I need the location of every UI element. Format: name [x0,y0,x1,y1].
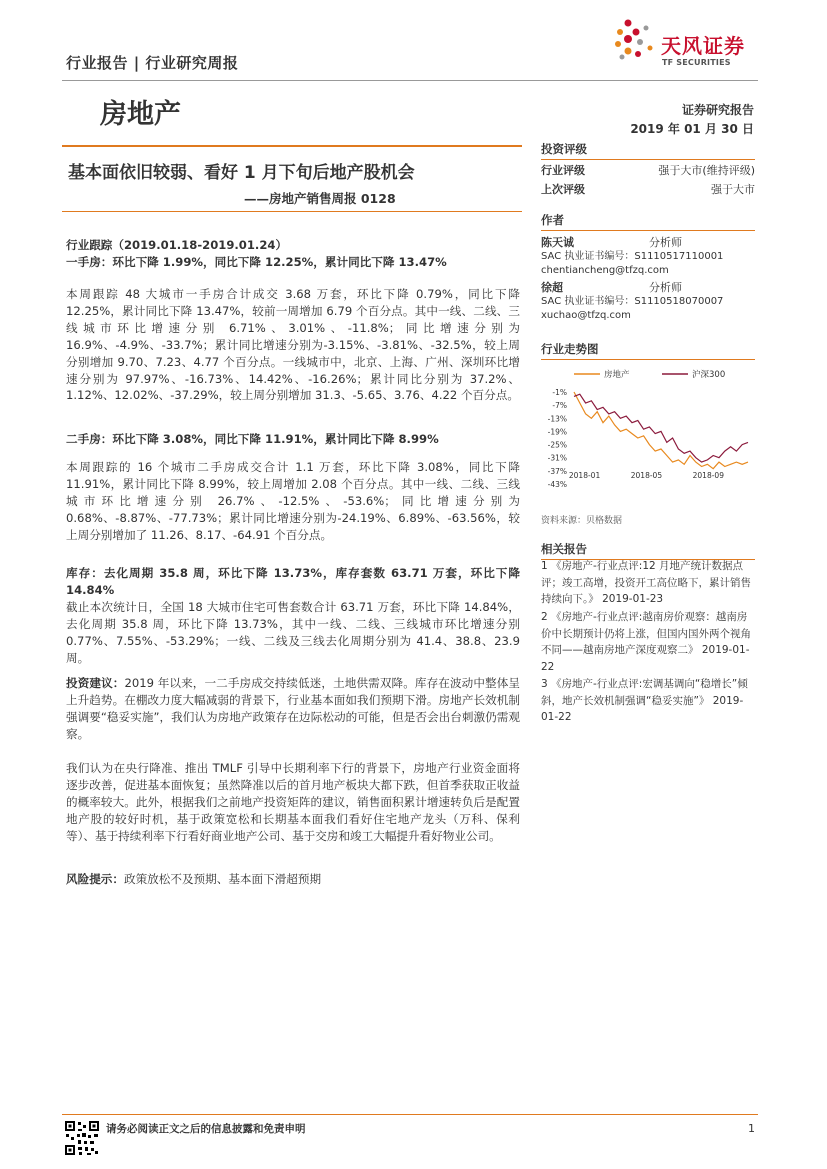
x-tick-label: 2018-01 [568,471,601,480]
related-item-1[interactable]: 1 《房地产-行业点评:12 月地产统计数据点评；竣工高增，投资开工高位略下，累计销售持续向下。》 2019-01-23 [541,560,751,605]
x-tick-label: 2018-09 [692,471,724,480]
author-2-sac: SAC 执业证书编号：S1110518070007 [541,296,724,307]
y-tick-label: -13% [547,414,567,424]
report-title: 基本面依旧较弱、看好 1 月下旬后地产股机会 [68,163,415,183]
last-rating-row: 上次评级 强于大市 [541,183,755,196]
tracking-head: 行业跟踪（2019.01.18-2019.01.24） [66,238,288,252]
title-divider [62,145,522,147]
last-rating-value: 强于大市 [711,183,755,196]
first-hand-paragraph: 本周跟踪 48 大城市一手房合计成交 3.68 万套，环比下降 0.79%，同比下降 12.25%，累计同比下降 13.47%，较前一周增加 6.79 个百分点。其中一线、二线、三线城市环比增速分别 6.71%、3.01%、-11.8%；同比增速分别为 16.9%、-4.9%、-33.7%；累计同比增速分别为-3.15%、-3.81%、-32.5%，较上周分别增加 9.70、7.23、4.77 个百分点。一线城市中，北京、上海、广州、深圳环比增速分别为 97.97%、-16.73%、14.42%、-16.26%；累计同比分别为 37.2%、1.12%、12.02%、-37.29%，较上周分别增加 31.3、-5.65、3.76、4.22 个百分点。 [66,287,520,403]
risk-text: 政策放松不及预期、基本面下滑超预期 [123,872,322,886]
invest-text: 2019 年以来，一二手房成交持续低迷，土地供需双降。库存在波动中整体呈上升趋势。在棚改力度大幅减弱的背景下，行业基本面如我们预期下滑。房地产长效机制强调要“稳妥实施”，我们认为房地产政策存在边际松动的可能，但是否会出台刺激仍需观察。 [66,676,520,741]
legend-label-1: 沪深300 [692,370,726,380]
second-hand-paragraph: 本周跟踪的 16 个城市二手房成交合计 1.1 万套，环比下降 3.08%，同比下降 11.91%，累计同比下降 8.99%，较上周增加 2.08 个百分点。其中一线、二线、三线城市环比增速分别 26.7%、-12.5%、-53.6%；同比增速分别为 0.68%、-8.87%、-77.73%；累计同比增速分别为-24.19%、6.89%、-63.56%，较上周分别增加了 11.26、8.17、-64.91 个百分点。 [66,460,520,542]
first-hand-head: 一手房：环比下降 1.99%，同比下降 12.25%，累计同比下降 13.47% [66,254,447,269]
author-2-email[interactable]: xuchao@tfzq.com [541,310,631,321]
chart-source: 资料来源：贝格数据 [541,516,623,526]
related-head: 相关报告 [541,541,755,560]
qr-code-icon [64,1120,100,1156]
report-date: 2019 年 01 月 30 日 [630,122,754,136]
y-tick-label: -7% [552,401,567,411]
report-type: 行业报告 | 行业研究周报 [66,54,239,72]
author-1: 陈天诚 分析师 SAC 执业证书编号：S1110517110001 chentiancheng@tfzq.com [541,236,755,278]
related-item-3[interactable]: 3 《房地产-行业点评:宏调基调向“稳增长”倾斜，地产长效机制强调“稳妥实施”》 2019-01-22 [541,678,748,723]
page-number: 1 [748,1122,755,1135]
rating-head: 投资评级 [541,141,755,160]
report-subtitle: ——房地产销售周报 0128 [244,191,396,206]
y-tick-label: -31% [547,453,567,463]
inventory-head: 库存：去化周期 35.8 周，环比下降 13.73%，库存套数 63.71 万套，环比下降 14.84% [66,566,520,597]
author-head: 作者 [541,212,755,231]
chart-head: 行业走势图 [541,341,755,360]
author-2: 徐超 分析师 SAC 执业证书编号：S1110518070007 xuchao@tfzq.com [541,281,755,323]
tracking-section [66,237,520,271]
series-line-0 [574,392,748,469]
industry-rating-row: 行业评级 强于大市(维持评级) [541,164,755,177]
report-kind: 证券研究报告 [681,103,754,117]
logo-name: 天风证券 [661,34,745,58]
invest-advice [66,675,520,743]
risk-label: 风险提示： [66,872,124,886]
industry-rating-value: 强于大市(维持评级) [658,164,755,177]
inventory-paragraph: 截止本次统计日，全国 18 大城市住宅可售套数合计 63.71 万套，环比下降 14.84%，去化周期 35.8 周，环比下降 13.73%，其中一线、二线、三线城市环比增速分别 0.77%、7.55%、-53.29%；一线、二线及三线去化周期分别为 41.4、38.8、23.9 周。 [66,600,520,665]
logo-sub: TF SECURITIES [662,58,731,67]
industry-title: 房地产 [100,99,181,130]
y-tick-label: -1% [552,388,567,397]
y-tick-label: -43% [547,480,567,489]
invest-label: 投资建议： [66,676,125,690]
risk-note [66,871,520,888]
author-1-sac: SAC 执业证书编号：S1110517110001 [541,251,724,262]
legend-label-0: 房地产 [604,370,630,380]
x-tick-label: 2018-05 [630,471,663,480]
header-divider [62,80,758,81]
footer-divider [62,1114,758,1115]
y-tick-label: -37% [547,466,567,476]
author-1-email[interactable]: chentiancheng@tfzq.com [541,265,669,276]
y-tick-label: -25% [547,440,567,450]
related-item-2[interactable]: 2 《房地产-行业点评:越南房价观察：越南房价中长期预计仍将上涨，但国内国外两个视角不同——越南房地产深度观察二》 2019-01-22 [541,611,751,673]
second-hand-head: 二手房：环比下降 3.08%，同比下降 11.91%，累计同比下降 8.99% [66,432,439,446]
trend-chart [540,362,758,512]
subtitle-divider [62,211,522,212]
y-tick-label: -19% [547,427,567,437]
view-paragraph: 我们认为在央行降准、推出 TMLF 引导中长期利率下行的背景下，房地产行业资金面将逐步改善，促进基本面恢复；虽然降准以后的首月地产板块大都下跌，但首季获取正收益的概率较大。此外，根据我们之前地产投资矩阵的建议，销售面积累计增速转负后是配置地产股的较好时机，基于政策宽松和长期基本面我们看好住宅地产龙头（万科、保利等）、基于持续利率下行看好商业地产公司、基于交房和竣工大幅提升看好物业公司。 [66,761,520,843]
series-line-1 [574,394,748,462]
footer-disclaimer: 请务必阅读正文之后的信息披露和免责申明 [106,1123,306,1135]
